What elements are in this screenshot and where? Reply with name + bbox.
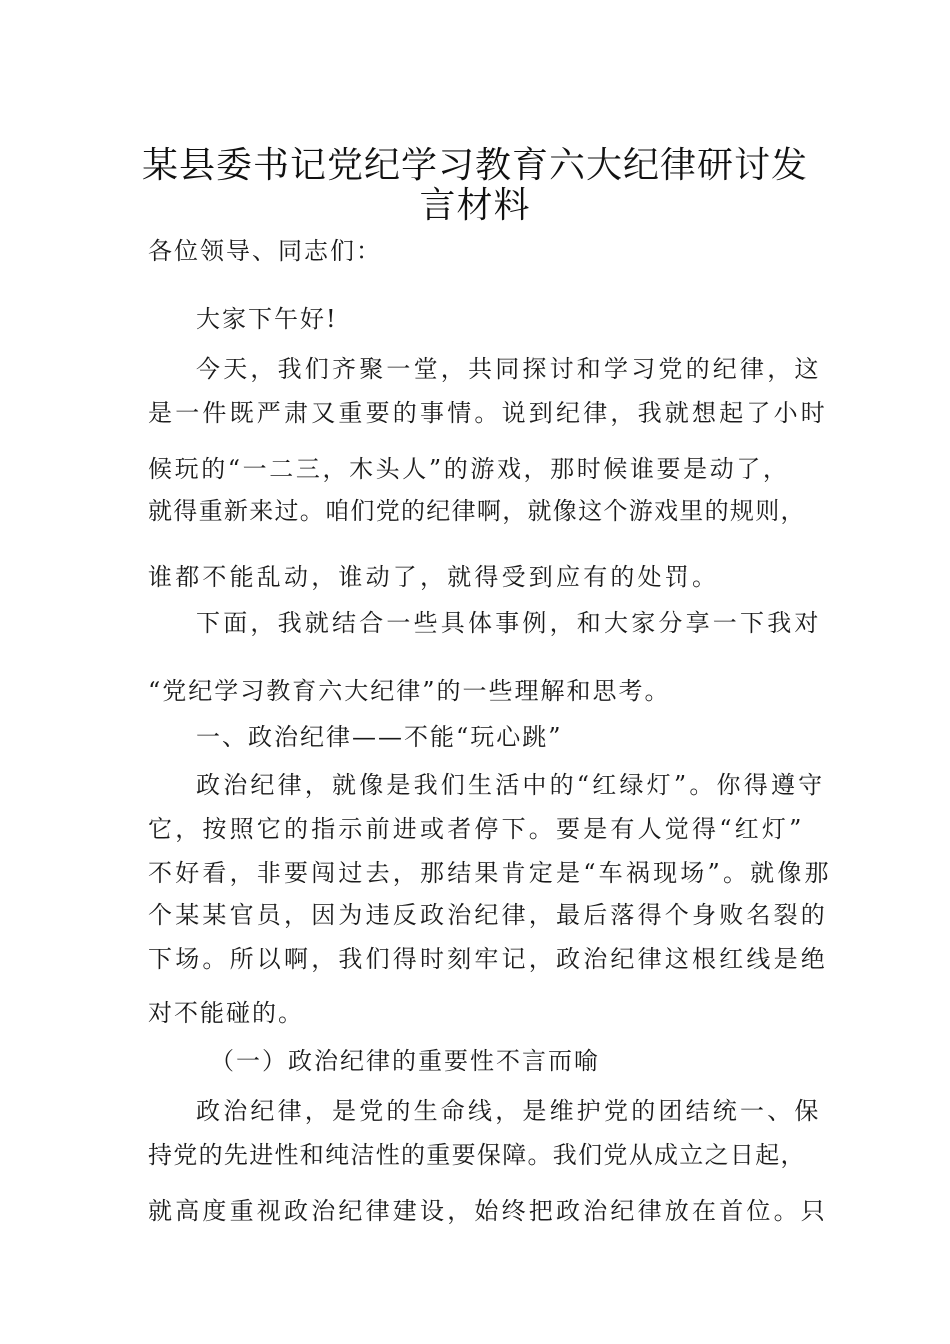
paragraph-line: 对不能碰的。 xyxy=(148,999,304,1027)
paragraph-line: 就高度重视政治纪律建设，始终把政治纪律放在首位。只 xyxy=(148,1197,828,1225)
paragraph-line: 谁都不能乱动，谁动了，就得受到应有的处罚。 xyxy=(148,563,720,591)
paragraph-line: 政治纪律，就像是我们生活中的“红绿灯”。你得遵守 xyxy=(196,771,826,799)
paragraph-line: 是一件既严肃又重要的事情。说到纪律，我就想起了小时 xyxy=(148,399,828,427)
document-title-line-2: 言材料 xyxy=(419,185,531,226)
salutation: 各位领导、同志们： xyxy=(148,237,382,265)
paragraph-line: 今天，我们齐聚一堂，共同探讨和学习党的纪律，这 xyxy=(196,355,822,383)
paragraph-line: 不好看，非要闯过去，那结果肯定是“车祸现场”。就像那 xyxy=(148,859,832,887)
paragraph-line: 政治纪律，是党的生命线，是维护党的团结统一、保 xyxy=(196,1097,822,1125)
paragraph-line: 下场。所以啊，我们得时刻牢记，政治纪律这根红线是绝 xyxy=(148,945,828,973)
greeting: 大家下午好! xyxy=(196,305,338,333)
paragraph-line: 它，按照它的指示前进或者停下。要是有人觉得“红灯” xyxy=(148,815,805,843)
paragraph-line: 持党的先进性和纯洁性的重要保障。我们党从成立之日起， xyxy=(148,1141,806,1169)
paragraph-line: 候玩的“一二三，木头人”的游戏，那时候谁要是动了， xyxy=(148,455,790,483)
document-title-line-1: 某县委书记党纪学习教育六大纪律研讨发 xyxy=(141,145,808,186)
subsection-heading: （一）政治纪律的重要性不言而喻 xyxy=(210,1047,600,1075)
paragraph-line: 个某某官员，因为违反政治纪律，最后落得个身败名裂的 xyxy=(148,901,828,929)
section-heading: 一、政治纪律——不能“玩心跳” xyxy=(196,723,563,751)
paragraph-line: 就得重新来过。咱们党的纪律啊，就像这个游戏里的规则， xyxy=(148,497,806,525)
paragraph-line: “党纪学习教育六大纪律”的一些理解和思考。 xyxy=(148,677,671,705)
paragraph-line: 下面，我就结合一些具体事例，和大家分享一下我对 xyxy=(196,609,822,637)
